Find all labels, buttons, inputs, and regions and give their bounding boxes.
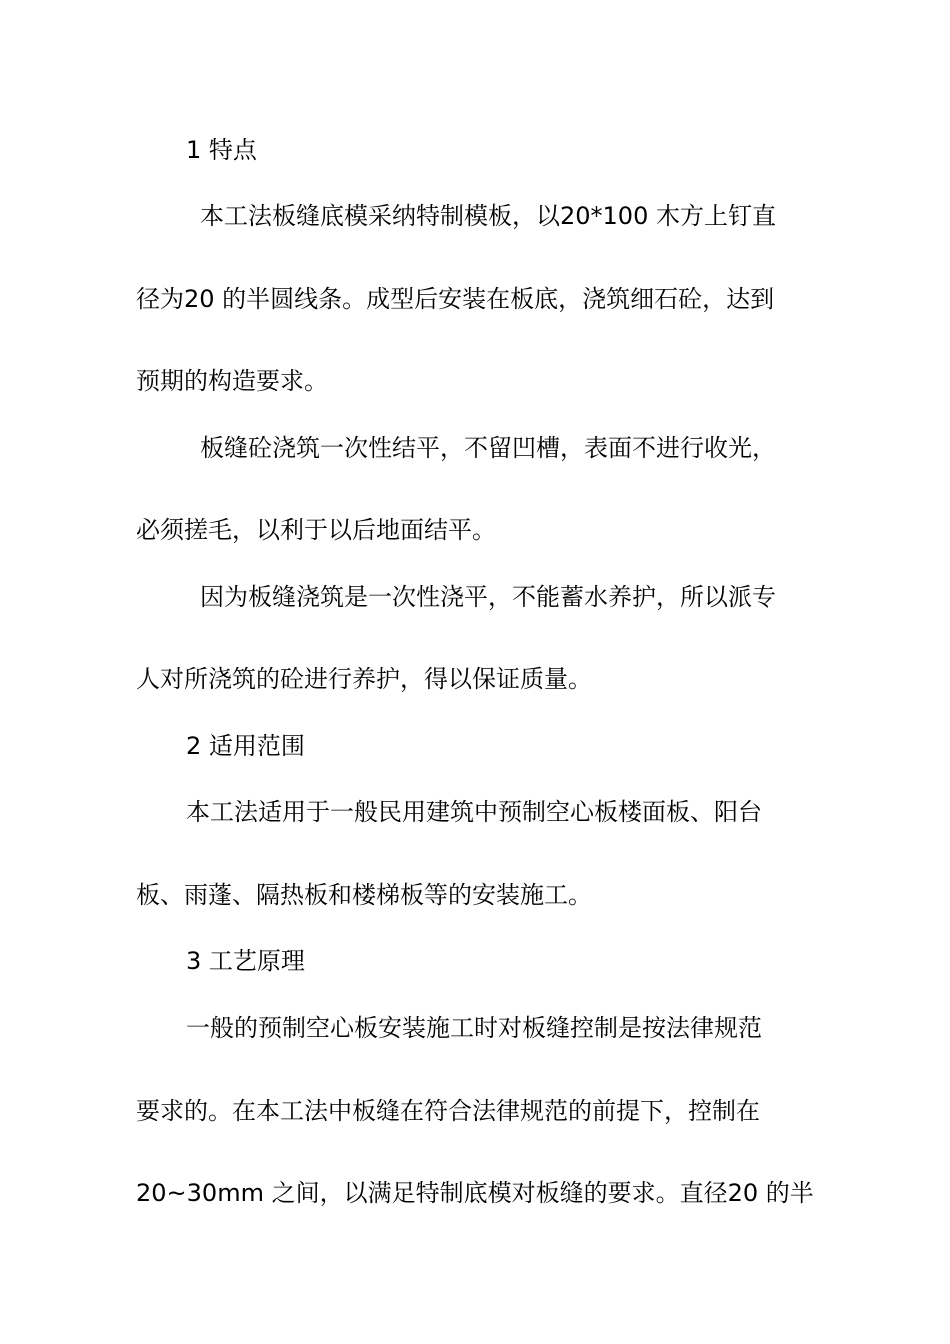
paragraph-line: 一般的预制空心板安装施工时对板缝控制是按法律规范	[186, 1014, 762, 1042]
paragraph-line: 人对所浇筑的砼进行养护，得以保证质量。	[136, 665, 592, 693]
paragraph-line: 板、雨蓬、隔热板和楼梯板等的安装施工。	[136, 881, 592, 909]
paragraph-line: 预期的构造要求。	[136, 367, 328, 395]
paragraph-line: 20~30mm 之间，以满足特制底模对板缝的要求。直径20 的半	[136, 1179, 814, 1207]
paragraph-line: 本工法板缝底模采纳特制模板，以20*100 木方上钉直	[200, 202, 776, 230]
paragraph-line: 必须搓毛，以利于以后地面结平。	[136, 516, 496, 544]
paragraph-line: 因为板缝浇筑是一次性浇平，不能蓄水养护，所以派专	[200, 583, 776, 611]
section-heading-3: 3 工艺原理	[186, 947, 305, 975]
paragraph-line: 本工法适用于一般民用建筑中预制空心板楼面板、阳台	[186, 798, 762, 826]
paragraph-line: 要求的。在本工法中板缝在符合法律规范的前提下，控制在	[136, 1097, 760, 1125]
paragraph-line: 板缝砼浇筑一次性结平，不留凹槽，表面不进行收光，	[200, 434, 776, 462]
section-heading-2: 2 适用范围	[186, 732, 305, 760]
paragraph-line: 径为20 的半圆线条。成型后安装在板底，浇筑细石砼，达到	[136, 285, 775, 313]
section-heading-1: 1 特点	[186, 136, 257, 164]
